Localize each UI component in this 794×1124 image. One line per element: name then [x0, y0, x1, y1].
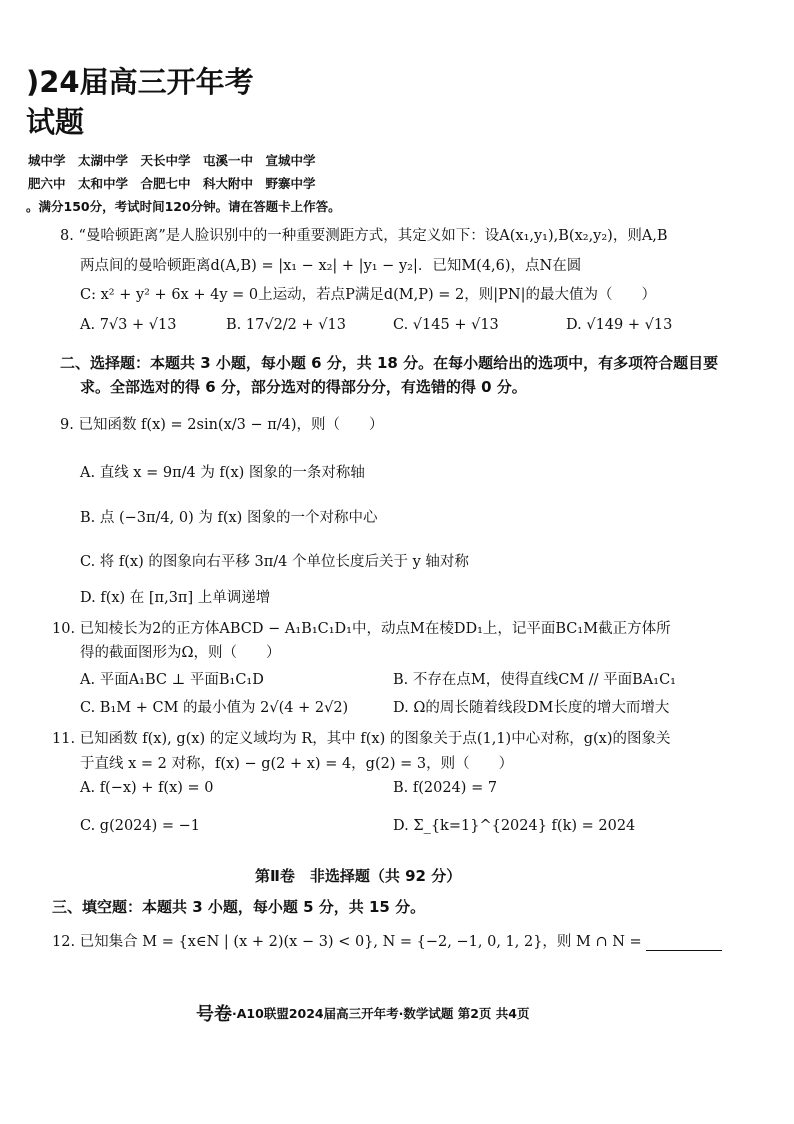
q11-option-a: A. f(−x) + f(x) = 0	[80, 780, 214, 796]
publisher-logo: 号卷	[196, 1004, 232, 1025]
footer-text: ·A10联盟2024届高三开年考·数学试题 第2页 共4页	[232, 1006, 530, 1021]
section3-heading: 三、填空题：本题共 3 小题，每小题 5 分，共 15 分。	[52, 898, 426, 916]
q11-line2: 于直线 x = 2 对称，f(x) − g(2 + x) = 4，g(2) = 3，则（ ）	[80, 756, 514, 772]
q9-stem: 9. 已知函数 f(x) = 2sin(x/3 − π/4)，则（ ）	[60, 417, 384, 433]
q11-option-d: D. Σ_{k=1}^{2024} f(k) = 2024	[393, 818, 636, 834]
section2-heading-line1: 二、选择题：本题共 3 小题，每小题 6 分，共 18 分。在每小题给出的选项中，有多项符合题目要	[60, 354, 719, 372]
exam-note: 。满分150分，考试时间120分钟。请在答题卡上作答。	[26, 199, 341, 214]
exam-title-line1: )24届高三开年考	[26, 65, 254, 99]
q10-option-c: C. B₁M + CM 的最小值为 2√(4 + 2√2)	[80, 700, 349, 716]
q10-line2: 得的截面图形为Ω，则（ ）	[80, 645, 281, 661]
section2-heading-line2: 求。全部选对的得 6 分，部分选对的得部分分，有选错的得 0 分。	[80, 378, 527, 396]
q11-option-b: B. f(2024) = 7	[393, 780, 498, 796]
q9-option-a: A. 直线 x = 9π/4 为 f(x) 图象的一条对称轴	[80, 465, 365, 481]
q8-option-d: D. √149 + √13	[566, 317, 673, 333]
q8-line2: 两点间的曼哈顿距离d(A,B) = |x₁ − x₂| + |y₁ − y₂|．已知M(4,6)，点N在圆	[80, 258, 582, 274]
q11-line1: 11. 已知函数 f(x), g(x) 的定义域均为 R，其中 f(x) 的图象关于点(1,1)中心对称，g(x)的图象关	[52, 731, 671, 747]
part2-title: 第Ⅱ卷 非选择题（共 92 分）	[255, 867, 462, 885]
q8-option-b: B. 17√2/2 + √13	[226, 317, 346, 333]
q9-option-b: B. 点 (−3π/4, 0) 为 f(x) 图象的一个对称中心	[80, 510, 378, 526]
q8-option-c: C. √145 + √13	[393, 317, 499, 333]
page-footer	[196, 1000, 529, 1026]
q8-line1: 8. “曼哈顿距离”是人脸识别中的一种重要测距方式，其定义如下：设A(x₁,y₁),B(x₂,y₂)，则A,B	[60, 228, 668, 244]
exam-title-line2: 试题	[26, 105, 85, 139]
schools-line2: 肥六中 太和中学 合肥七中 科大附中 野寨中学	[28, 176, 316, 191]
q12-text: 12. 已知集合 M = {x∈N | (x + 2)(x − 3) < 0}, N = {−2, −1, 0, 1, 2}，则 M ∩ N =	[52, 934, 642, 950]
schools-line1: 城中学 太湖中学 天长中学 屯溪一中 宣城中学	[28, 153, 316, 168]
q10-option-b: B. 不存在点M，使得直线CM // 平面BA₁C₁	[393, 672, 676, 688]
q9-option-d: D. f(x) 在 [π,3π] 上单调递增	[80, 590, 271, 606]
answer-blank	[646, 936, 722, 951]
q10-option-a: A. 平面A₁BC ⊥ 平面B₁C₁D	[80, 672, 264, 688]
q8-line3: C: x² + y² + 6x + 4y = 0上运动，若点P满足d(M,P) = 2，则|PN|的最大值为（ ）	[80, 287, 656, 303]
q10-option-d: D. Ω的周长随着线段DM长度的增大而增大	[393, 700, 670, 716]
q11-option-c: C. g(2024) = −1	[80, 818, 201, 834]
q12-line	[52, 930, 722, 951]
q8-option-a: A. 7√3 + √13	[80, 317, 177, 333]
q9-option-c: C. 将 f(x) 的图象向右平移 3π/4 个单位长度后关于 y 轴对称	[80, 554, 469, 570]
q10-line1: 10. 已知棱长为2的正方体ABCD − A₁B₁C₁D₁中，动点M在棱DD₁上，记平面BC₁M截正方体所	[52, 621, 671, 637]
